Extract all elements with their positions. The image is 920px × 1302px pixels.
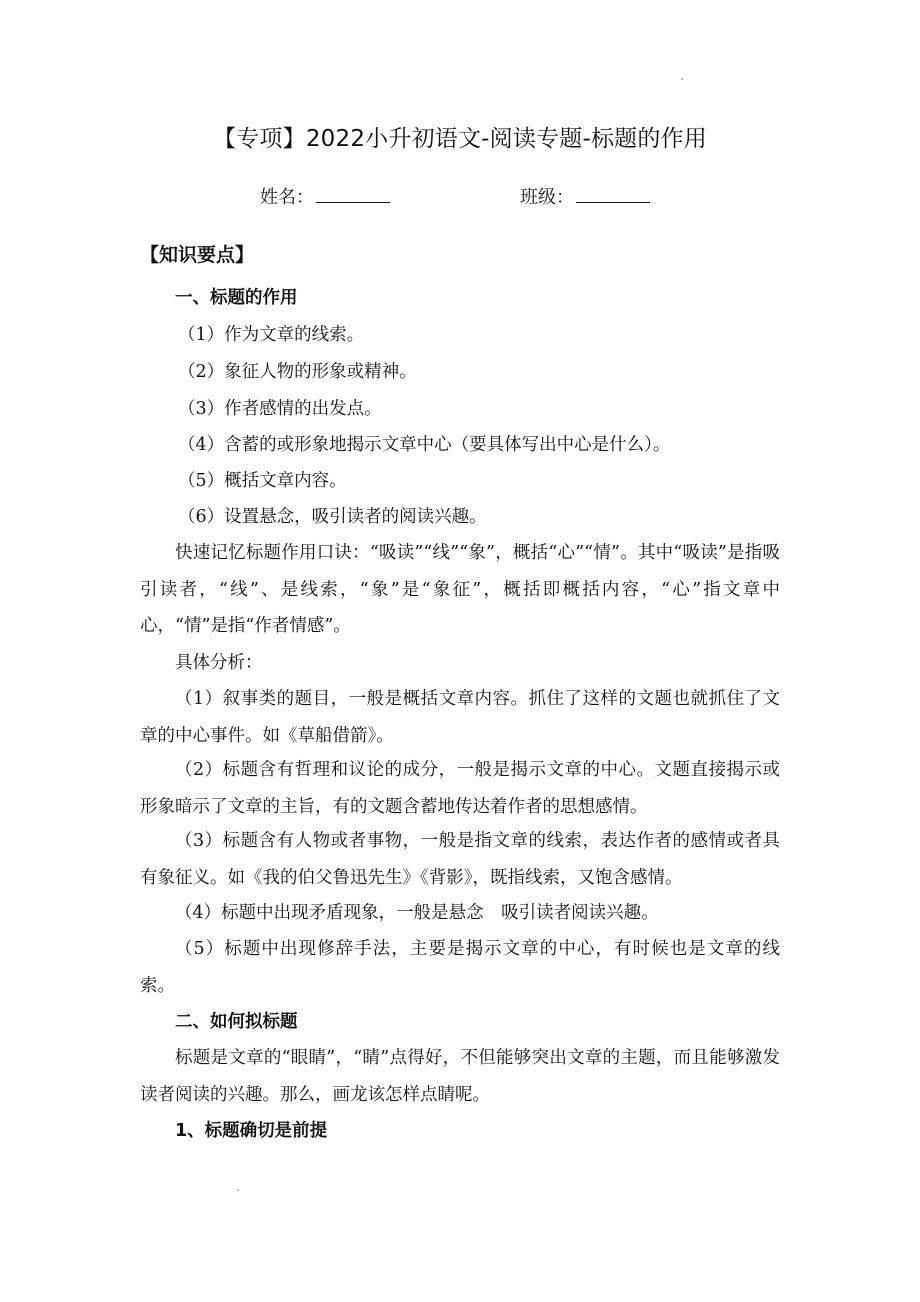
function-item: （6）设置悬念，吸引读者的阅读兴趣。 [178,507,487,527]
analysis-item: （5）标题中出现修辞手法，主要是揭示文章的中心，有时候也是文章的线索。 [140,939,780,996]
analysis-item: （3）标题含有人物或者事物，一般是指文章的线索，表达作者的感情或者具有象征义。如《我的伯父鲁迅先生》《背影》，既指线索，又饱含感情。 [140,831,780,888]
part2-subheading: 1、标题确切是前提 [175,1121,328,1141]
function-item: （4）含蓄的或形象地揭示文章中心（要具体写出中心是什么）。 [178,435,671,455]
part1-heading: 一、标题的作用 [175,288,298,308]
scan-artifact [681,78,683,80]
function-item: （1）作为文章的线索。 [178,325,365,345]
function-item: （5）概括文章内容。 [178,471,347,491]
analysis-item: （2）标题含有哲理和议论的成分，一般是揭示文章的中心。文题直接揭示或形象暗示了文章的主旨，有的文题含蓄地传达着作者的思想感情。 [140,760,780,817]
scan-artifact [237,1189,239,1191]
document-title: 【专项】2022小升初语文-阅读专题-标题的作用 [213,126,707,152]
part2-heading: 二、如何拟标题 [175,1012,298,1032]
class-label: 班级： [520,187,574,208]
mnemonic-paragraph: 快速记忆标题作用口诀：“吸读”“线”“象”，概括“心”“情”。其中“吸读”是指吸引读者，“线”、是线索，“象”是“象征”，概括即概括内容，“心”指文章中心，“情”是指“作者情感”。 [140,543,780,636]
section-header: 【知识要点】 [140,244,255,266]
name-label: 姓名： [260,187,314,208]
analysis-item: （4）标题中出现矛盾现象，一般是悬念 吸引读者阅读兴趣。 [175,903,659,923]
analysis-item: （1）叙事类的题目，一般是概括文章内容。抓住了这样的文题也就抓住了文章的中心事件。如《草船借箭》。 [140,689,780,746]
part2-intro: 标题是文章的“眼睛”，“睛”点得好，不但能够突出文章的主题，而且能够激发读者阅读的兴趣。那么，画龙该怎样点睛呢。 [140,1048,780,1105]
class-field[interactable] [520,183,650,209]
name-field[interactable] [260,183,390,209]
analysis-label: 具体分析： [175,653,263,673]
class-blank[interactable] [576,184,650,203]
function-item: （2）象征人物的形象或精神。 [178,362,417,382]
function-item: （3）作者感情的出发点。 [178,399,382,419]
name-blank[interactable] [316,184,390,203]
